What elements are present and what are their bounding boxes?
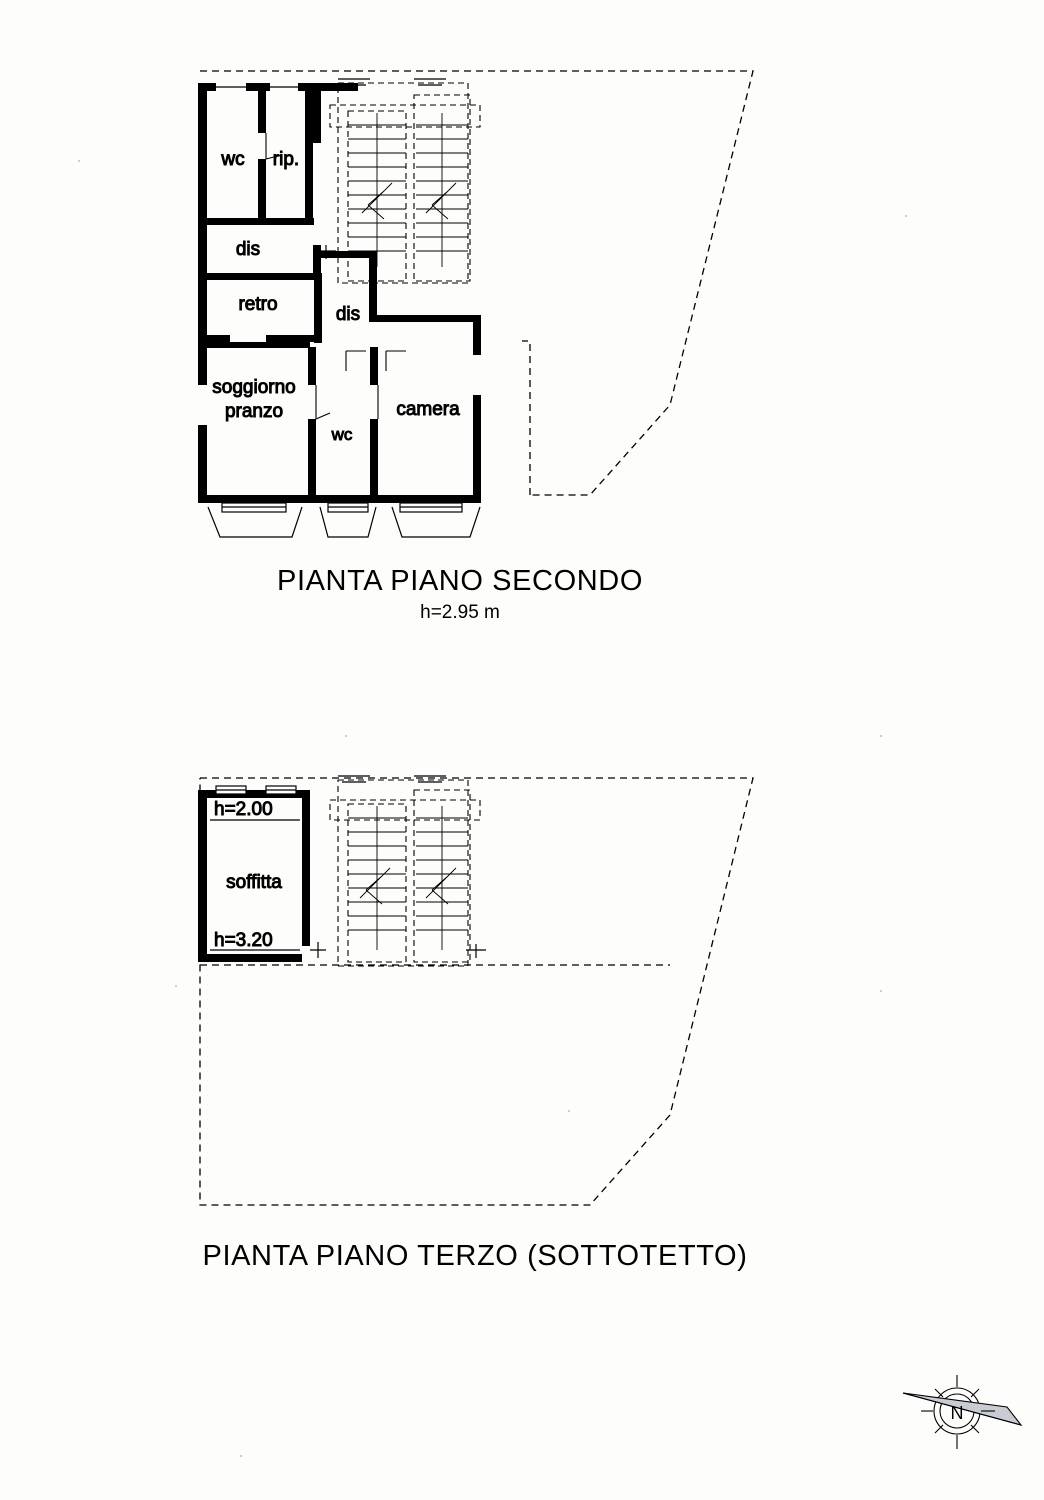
room-label-wc-bottom: wc (331, 425, 353, 444)
compass-north-letter: N (950, 1403, 964, 1423)
caption-piano-terzo (80, 1240, 870, 1273)
room-label-dis-1: dis (235, 239, 261, 260)
room-label-soggiorno: soggiorno (212, 377, 296, 398)
scan-speck (905, 215, 907, 217)
caption-piano-secondo (150, 565, 770, 624)
caption-title-piano-terzo: PIANTA PIANO TERZO (SOTTOTETTO) (202, 1240, 748, 1272)
floor-plan-piano-secondo (170, 55, 790, 555)
scan-speck (240, 1455, 242, 1457)
caption-title-piano-secondo: PIANTA PIANO SECONDO (277, 565, 643, 597)
scan-speck (880, 990, 882, 992)
floor-plan-piano-terzo (170, 760, 790, 1220)
room-label-camera: camera (396, 399, 460, 420)
scan-speck (78, 160, 80, 162)
room-label-soffitta: soffitta (226, 872, 282, 893)
room-label-retro: retro (238, 294, 278, 315)
room-label-wc-top: wc (221, 149, 245, 170)
scan-speck (345, 735, 347, 737)
height-label-bottom: h=3.20 (214, 930, 273, 951)
north-arrow (895, 1355, 1030, 1465)
caption-height-piano-secondo: h=2.95 m (420, 602, 500, 623)
room-label-pranzo: pranzo (224, 401, 284, 422)
height-label-top: h=2.00 (214, 799, 273, 820)
scan-speck (175, 985, 177, 987)
scan-speck (880, 735, 882, 737)
room-label-rip: rip. (272, 149, 300, 170)
scan-speck (568, 1110, 570, 1112)
room-label-dis-2: dis (335, 304, 361, 325)
